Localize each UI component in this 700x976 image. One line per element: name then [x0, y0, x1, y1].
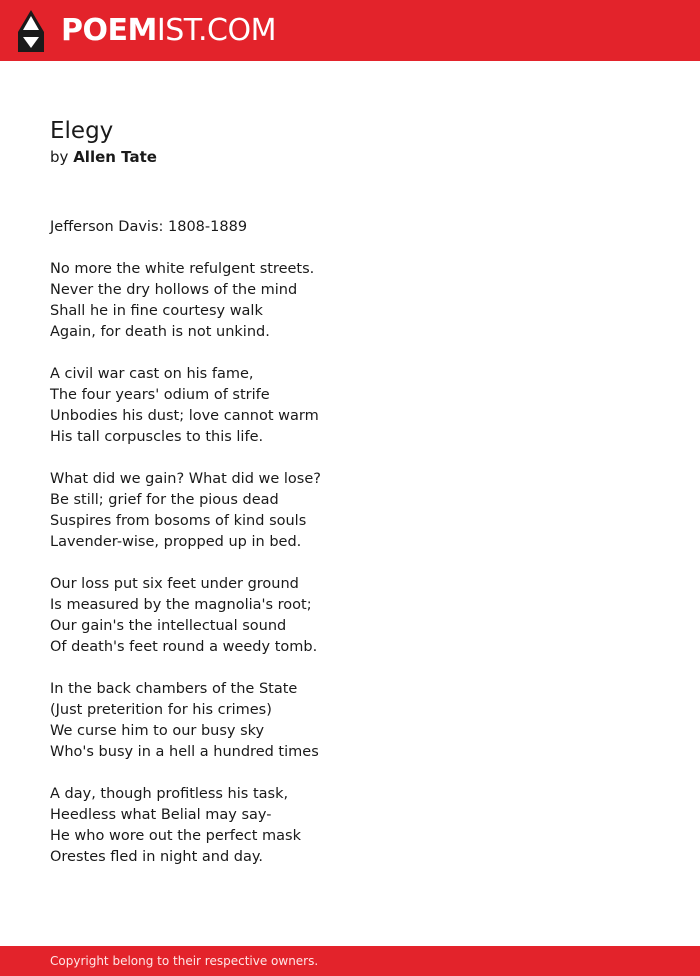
poem-line: Shall he in fine courtesy walk [50, 303, 263, 319]
poem-line: Again, for death is not unkind. [50, 324, 270, 340]
brand-bold: POEM [61, 12, 157, 48]
copyright-text: Copyright belong to their respective owners. [50, 954, 319, 968]
poem-line: The four years' odium of strife [50, 387, 270, 403]
poem-line: Unbodies his dust; love cannot warm [50, 408, 319, 424]
poem-line: Heedless what Belial may say- [50, 807, 272, 823]
poem-line: In the back chambers of the State [50, 681, 298, 697]
poem-stanza [50, 259, 650, 343]
poem-line: Our gain's the intellectual sound [50, 618, 287, 634]
poem-stanza [50, 364, 650, 448]
site-header [0, 0, 700, 61]
poem-line: Lavender-wise, propped up in bed. [50, 534, 302, 550]
poem-line: A day, though profitless his task, [50, 786, 289, 802]
poem-line: Is measured by the magnolia's root; [50, 597, 312, 613]
poem-line: Orestes fled in night and day. [50, 849, 264, 865]
poem-stanza [50, 679, 650, 763]
by-label: by [50, 148, 69, 166]
poem-line: Suspires from bosoms of kind souls [50, 513, 307, 529]
poem-line: Never the dry hollows of the mind [50, 282, 298, 298]
poem-line: (Just preterition for his crimes) [50, 702, 272, 718]
poem-line: A civil war cast on his fame, [50, 366, 254, 382]
brand-light: IST.COM [156, 12, 276, 48]
poem-content [50, 116, 650, 889]
poem-line: Who's busy in a hell a hundred times [50, 744, 319, 760]
poem-author: Allen Tate [73, 148, 157, 166]
poem-title: Elegy [50, 118, 114, 144]
site-footer [0, 946, 700, 976]
poem-byline [50, 146, 650, 168]
poem-line: No more the white refulgent streets. [50, 261, 315, 277]
poem-line: His tall corpuscles to this life. [50, 429, 264, 445]
poem-line: What did we gain? What did we lose? [50, 471, 321, 487]
poem-stanza [50, 469, 650, 553]
poem-stanza [50, 784, 650, 868]
poem-stanza [50, 217, 650, 238]
poem-line: Jefferson Davis: 1808-1889 [50, 219, 248, 235]
poem-stanza [50, 574, 650, 658]
poem-line: He who wore out the perfect mask [50, 828, 301, 844]
poem-line: We curse him to our busy sky [50, 723, 265, 739]
pencil-icon[interactable] [18, 10, 44, 52]
poem-line: Be still; grief for the pious dead [50, 492, 279, 508]
poem-line: Of death's feet round a weedy tomb. [50, 639, 318, 655]
poem-body [50, 217, 650, 868]
poem-line: Our loss put six feet under ground [50, 576, 299, 592]
site-logo-text[interactable] [61, 12, 276, 48]
